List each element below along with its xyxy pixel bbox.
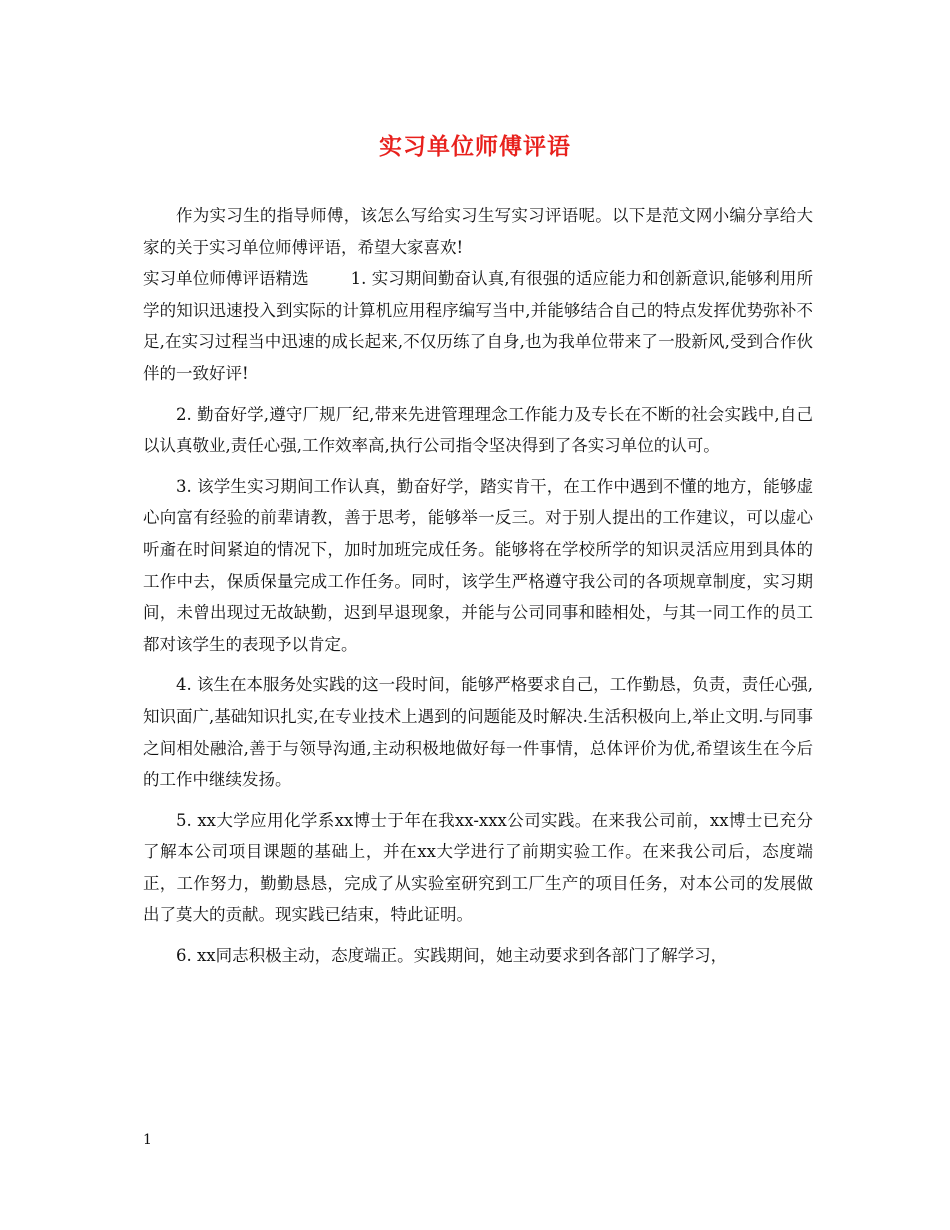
item-text: 1. 实习期间勤奋认真,有很强的适应能力和创新意识,能够利用所学的知识迅速投入到实际的计算机应用程序编写当中,并能够结合自己的特点发挥优势弥补不足,在实习过程当中迅速的成长起来,不仅历练了自身,也为我单位带来了一股新风,受到合作伙伴的一致好评! (143, 269, 814, 383)
section-heading: 实习单位师傅评语精选 (143, 269, 309, 289)
list-item: 4. 该生在本服务处实践的这一段时间，能够严格要求自己，工作勤恳，负责，责任心强,知识面广,基础知识扎实,在专业技术上遇到的问题能及时解决.生活积极向上,举止文明.与同事之间相处融洽,善于与领导沟通,主动积极地做好每一件事情，总体评价为优,希望该生在今后的工作中继续发扬。 (143, 675, 813, 790)
page-title: 实习单位师傅评语 (379, 133, 571, 160)
list-item: 6. xx同志积极主动，态度端正。实践期间，她主动要求到各部门了解学习， (176, 946, 728, 966)
document-body (143, 200, 813, 972)
page-number: 1 (143, 1132, 152, 1148)
first-item-paragraph (143, 263, 813, 389)
intro-paragraph: 作为实习生的指导师傅，该怎么写给实习生写实习评语呢。以下是范文网小编分享给大家的关于实习单位师傅评语，希望大家喜欢! (143, 206, 813, 257)
list-item: 5. xx大学应用化学系xx博士于年在我xx-xxx公司实践。在来我公司前，xx博士已充分了解本公司项目课题的基础上，并在xx大学进行了前期实验工作。在来我公司后，态度端正，工作努力，勤勤恳恳，完成了从实验室研究到工厂生产的项目任务，对本公司的发展做出了莫大的贡献。现实践已结束，特此证明。 (143, 810, 813, 925)
list-item: 2. 勤奋好学,遵守厂规厂纪,带来先进管理理念工作能力及专长在不断的社会实践中,自己以认真敬业,责任心强,工作效率高,执行公司指令坚决得到了各实习单位的认可。 (143, 404, 813, 456)
list-item: 3. 该学生实习期间工作认真，勤奋好学，踏实肯干，在工作中遇到不懂的地方，能够虚心向富有经验的前辈请教，善于思考，能够举一反三。对于别人提出的工作建议，可以虚心听齑在时间紧迫的情况下，加时加班完成任务。能够将在学校所学的知识灵活应用到具体的工作中去，保质保量完成工作任务。同时，该学生严格遵守我公司的各项规章制度，实习期间，未曾出现过无故缺勤，迟到早退现象，并能与公司同事和睦相处，与其一同工作的员工都对该学生的表现予以肯定。 (143, 476, 813, 654)
